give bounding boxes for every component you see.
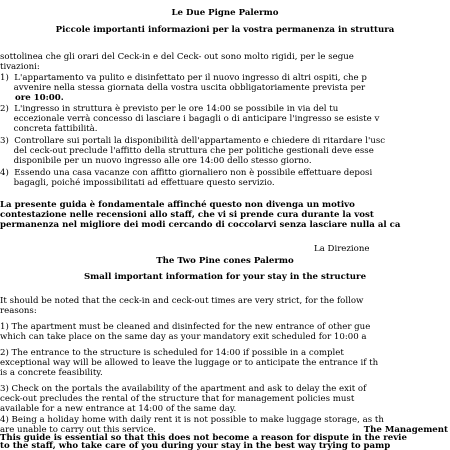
en-title: The Two Pine cones Palermo xyxy=(156,256,294,266)
it-item2-line-1: 2) L'ingresso in struttura è previsto per le ore 14:00 se possibile in via del tu xyxy=(0,104,339,114)
en-item1-line-1: 1) The apartment must be cleaned and disinfected for the new entrance of other gue xyxy=(0,322,371,332)
en-item1-line-2: which can take place on the same day as your mandatory exit scheduled for 10:00 a xyxy=(0,332,367,342)
it-item1-line-1: 1) L'appartamento va pulito e disinfettato per il nuovo ingresso di altri ospiti, che p xyxy=(0,73,367,83)
en-intro-line-1: It should be noted that the ceck-in and ceck-out times are very strict, for the follow xyxy=(0,296,364,306)
en-signature: The Management xyxy=(363,425,448,435)
it-intro-line-2: tivazioni: xyxy=(0,62,40,72)
it-item2-line-2: eccezionale verrà concesso di lasciare i bagagli o di anticipare l'ingresso se esiste v xyxy=(0,114,380,124)
it-signature: La Direzione xyxy=(314,244,370,254)
en-closing-line-1: This guide is essential so that this does not become a reason for dispute in the revie xyxy=(0,433,407,443)
it-item1-line-2: avvenire nella stessa giornata della vostra uscita obbligatoriamente prevista per xyxy=(0,83,366,93)
en-item3-line-2: ceck-out precludes the rental of the structure that for management policies must xyxy=(0,394,355,404)
it-intro-line-1: sottolinea che gli orari del Ceck-in e del Ceck- out sono molto rigidi, per le segue xyxy=(0,52,354,62)
it-item4-line-2: bagagli, poiché impossibilitati ad effettuare questo servizio. xyxy=(0,178,275,188)
en-item4-line-2: are unable to carry out this service. xyxy=(0,425,157,435)
en-item2-line-2: exceptional way will be allowed to leave the luggage or to anticipate the entrance if th xyxy=(0,358,379,368)
it-closing-line-2: contestazione nelle recensioni allo staff, che vi si prende cura durante la vost xyxy=(0,210,374,220)
en-intro-line-2: reasons: xyxy=(0,306,37,316)
it-subtitle: Piccole importanti informazioni per la vostra permanenza in struttura xyxy=(55,25,395,35)
it-title: Le Due Pigne Palermo xyxy=(171,8,279,18)
it-item3-line-3: disponibile per un nuovo ingresso alle ore 14:00 dello stesso giorno. xyxy=(0,156,312,166)
en-item2-line-1: 2) The entrance to the structure is scheduled for 14:00 if possible in a complet xyxy=(0,348,344,358)
it-closing-line-3: permanenza nel migliore dei modi cercando di coccolarvi senza lasciare nulla al ca xyxy=(0,220,401,230)
it-item3-line-1: 3) Controllare sui portali la disponibilità dell'appartamento e chiedere di ritardare l'usc xyxy=(0,136,386,146)
it-item2-line-3: concreta fattibilità. xyxy=(0,124,98,134)
en-item3-line-1: 3) Check on the portals the availability of the apartment and ask to delay the exit of xyxy=(0,384,367,394)
it-closing-line-1: La presente guida è fondamentale affinché questo non divenga un motivo xyxy=(0,200,355,210)
it-item3-line-2: del ceck-out preclude l'affitto della struttura che per politiche gestionali deve esse xyxy=(0,146,374,156)
it-item1-line-3: ore 10:00. xyxy=(0,93,64,103)
en-item3-line-3: available for a new entrance at 14:00 of the same day. xyxy=(0,404,237,414)
it-item4-line-1: 4) Essendo una casa vacanze con affitto giornaliero non è possibile effettuare deposi xyxy=(0,168,373,178)
en-item2-line-3: is a concrete feasibility. xyxy=(0,368,103,378)
en-closing-line-2: to the staff, who take care of you during your stay in the best way trying to pamp xyxy=(0,441,391,450)
en-subtitle: Small important information for your stay in the structure xyxy=(83,272,367,282)
en-item4-line-1: 4) Being a holiday home with daily rent it is not possible to make luggage storage, as th xyxy=(0,415,384,425)
